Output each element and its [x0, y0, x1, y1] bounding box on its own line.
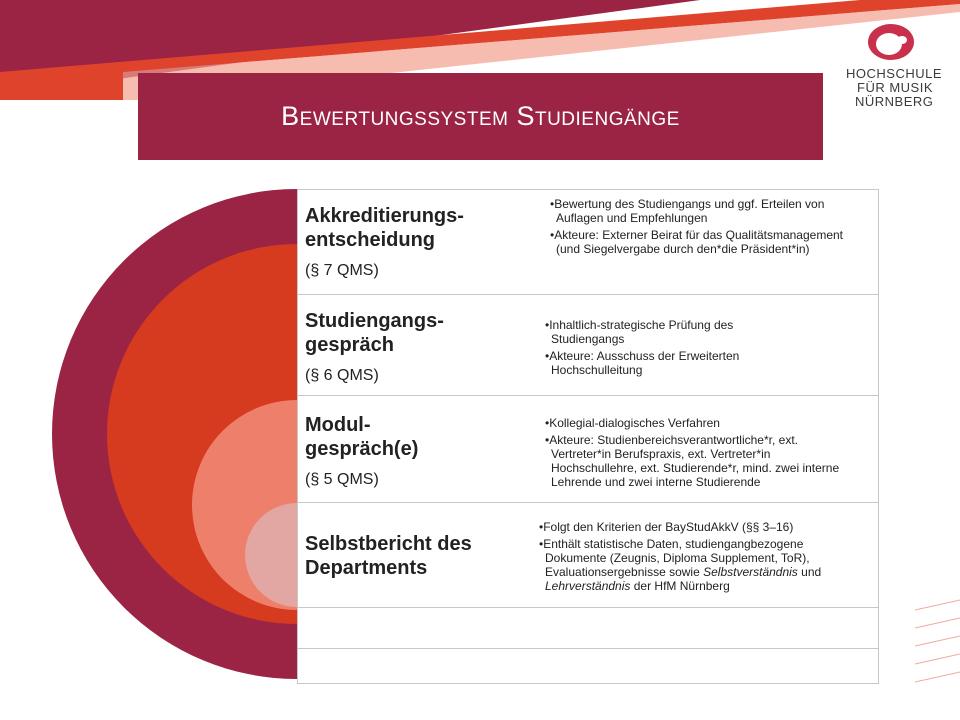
level1-bullet-1: •Bewertung des Studiengangs und ggf. Erteilen von Auflagen und Empfehlungen	[550, 197, 825, 225]
level4-bullet-2: •Enthält statistische Daten, studiengangbezogene Dokumente (Zeugnis, Diploma Supplement, ToR), Evaluationsergebnisse sowie Selbstverständnis und Lehrverständnis der HfM Nürnberg	[539, 537, 822, 593]
level1-description	[549, 197, 869, 259]
level2-description	[544, 318, 794, 380]
level-box-empty-1	[297, 607, 879, 649]
logo-mark-icon	[868, 24, 914, 60]
level4-bullet-1: •Folgt den Kriterien der BayStudAkkV (§§ 3–16)	[539, 520, 794, 534]
page-title: Bewertungssystem Studiengänge	[281, 101, 680, 131]
level3-bullet-1: •Kollegial-dialogisches Verfahren	[545, 416, 720, 430]
logo-text-line1: HOCHSCHULE	[846, 66, 943, 81]
level2-heading: Studiengangs- gespräch	[305, 310, 444, 356]
level3-heading: Modul- gespräch(e)	[305, 414, 419, 460]
level1-paragraph: (§ 7 QMS)	[305, 262, 379, 279]
level1-bullet-2: •Akteure: Externer Beirat für das Qualitätsmanagement (und Siegelvergabe durch den*die Präsident*in)	[550, 228, 844, 256]
level1-heading: Akkreditierungs- entscheidung	[305, 205, 464, 251]
level2-bullet-2: •Akteure: Ausschuss der Erweiterten Hochschulleitung	[545, 349, 740, 377]
level2-paragraph: (§ 6 QMS)	[305, 367, 379, 384]
level3-bullet-2: •Akteure: Studienbereichsverantwortliche*r, ext. Vertreter*in Berufspraxis, ext. Vertreter*in Hochschullehre, ext. Studierende*r, mind. zwei interne Lehrende und zwei interne Studierende	[545, 433, 840, 489]
corner-lines	[915, 600, 960, 682]
level-box-empty-2	[297, 648, 879, 684]
level3-paragraph: (§ 5 QMS)	[305, 471, 379, 488]
level2-bullet-1: •Inhaltlich-strategische Prüfung des Studiengangs	[545, 318, 734, 346]
level3-description	[544, 416, 854, 492]
title-bar	[138, 73, 823, 160]
level4-description	[538, 520, 860, 596]
level4-heading: Selbstbericht des Departments	[305, 533, 472, 579]
logo-text-line3: NÜRNBERG	[855, 94, 934, 109]
logo-text-line2: FÜR MUSIK	[857, 80, 933, 95]
